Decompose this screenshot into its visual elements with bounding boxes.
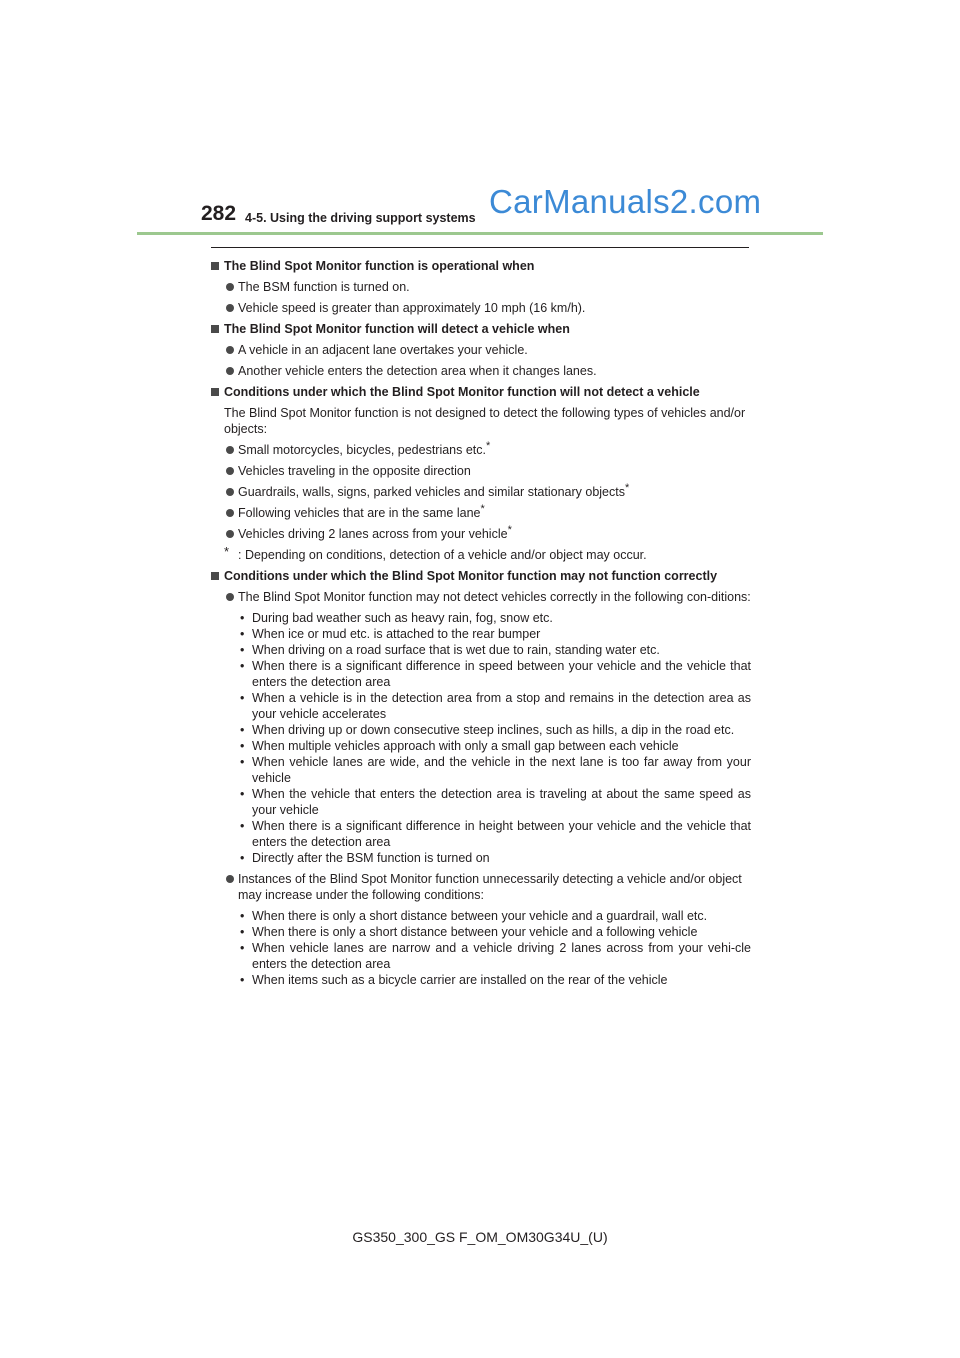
document-code: GS350_300_GS F_OM_OM30G34U_(U) [352, 1229, 608, 1245]
list-item: The Blind Spot Monitor function may not detect vehicles correctly in the following con-ditions: [210, 589, 751, 605]
section-title: 4-5. Using the driving support systems [245, 211, 476, 225]
bullet-icon [226, 283, 234, 291]
square-icon [211, 388, 219, 396]
bullet-icon [226, 367, 234, 375]
sub-list-item: • When driving on a road surface that is wet due to rain, standing water etc. [240, 643, 660, 657]
footnote-mark: * [486, 440, 491, 452]
list-item: Guardrails, walls, signs, parked vehicles and similar stationary objects* [210, 484, 751, 500]
sub-list-item: • When vehicle lanes are narrow and a vehicle driving 2 lanes across from your vehi-cle enters the detection area [240, 941, 751, 971]
footnote-mark: * [624, 482, 630, 494]
list-item: Vehicle speed is greater than approximately 10 mph (16 km/h). [210, 300, 751, 316]
list-item: Instances of the Blind Spot Monitor function unnecessarily detecting a vehicle and/or object may increase under the following conditions: [210, 871, 751, 903]
bullet-icon [226, 446, 234, 454]
bullet-icon [226, 875, 234, 883]
list-item: Another vehicle enters the detection area when it changes lanes. [210, 363, 751, 379]
bullet-icon [226, 467, 234, 475]
footnote-star: * [224, 544, 230, 559]
sub-list-item: • When items such as a bicycle carrier are installed on the rear of the vehicle [240, 973, 668, 987]
list-item: Vehicles driving 2 lanes across from your vehicle* [210, 526, 751, 542]
page-number: 282 [201, 202, 237, 225]
bullet-icon [226, 593, 234, 601]
sub-list-item: • When there is only a short distance between your vehicle and a following vehicle [240, 925, 698, 939]
sub-list [210, 908, 751, 988]
sub-list-item: • When a vehicle is in the detection area from a stop and remains in the detection area as your vehicle accelerates [240, 691, 751, 721]
list-item: The BSM function is turned on. [210, 279, 751, 295]
list-item: Vehicles traveling in the opposite direction [210, 463, 751, 479]
sub-list-item: • Directly after the BSM function is turned on [240, 851, 490, 865]
sub-list-item: • When there is only a short distance between your vehicle and a guardrail, wall etc. [240, 909, 708, 923]
sub-list-item: • When multiple vehicles approach with only a small gap between each vehicle [240, 739, 679, 753]
bullet-icon [226, 304, 234, 312]
square-icon [211, 262, 219, 270]
section-heading: Conditions under which the Blind Spot Monitor function may not function correctly [210, 568, 751, 584]
sub-list-item: • When there is a significant difference in height between your vehicle and the vehicle that enters the detection area [240, 819, 751, 849]
sub-list-item: • When vehicle lanes are wide, and the vehicle in the next lane is too far away from your vehicle [240, 755, 751, 785]
list-item: A vehicle in an adjacent lane overtakes your vehicle. [210, 342, 751, 358]
page-header [137, 0, 823, 236]
footnote: * : Depending on conditions, detection of a vehicle and/or object may occur. [224, 544, 647, 562]
sub-list-item: • When there is a significant difference in speed between your vehicle and the vehicle that enters the detection area [240, 659, 751, 689]
sub-list-item: • When driving up or down consecutive steep inclines, such as hills, a dip in the road etc. [240, 723, 735, 737]
sub-list-item: • During bad weather such as heavy rain, fog, snow etc. [240, 611, 553, 625]
sub-list-item: • When the vehicle that enters the detection area is traveling at about the same speed as your vehicle [240, 787, 751, 817]
sub-list [210, 610, 751, 866]
page-content [210, 258, 751, 988]
sub-list-item: • When ice or mud etc. is attached to the rear bumper [240, 627, 541, 641]
footnote-mark: * [480, 503, 485, 515]
bullet-icon [226, 530, 234, 538]
content-rule [211, 247, 749, 248]
section-heading: The Blind Spot Monitor function is operational when [210, 258, 751, 274]
watermark: CarManuals2.com [489, 183, 762, 220]
square-icon [211, 572, 219, 580]
header-rule [137, 232, 823, 235]
footnote-mark: * [507, 524, 512, 536]
list-item: Following vehicles that are in the same lane* [210, 505, 751, 521]
bullet-icon [226, 346, 234, 354]
section-heading: The Blind Spot Monitor function will detect a vehicle when [210, 321, 751, 337]
square-icon [211, 325, 219, 333]
bullet-icon [226, 488, 234, 496]
bullet-icon [226, 509, 234, 517]
section-heading: Conditions under which the Blind Spot Monitor function will not detect a vehicle [210, 384, 751, 400]
section-intro: The Blind Spot Monitor function is not designed to detect the following types of vehicles and/or objects: [224, 406, 746, 436]
list-item: Small motorcycles, bicycles, pedestrians etc.* [210, 442, 751, 458]
